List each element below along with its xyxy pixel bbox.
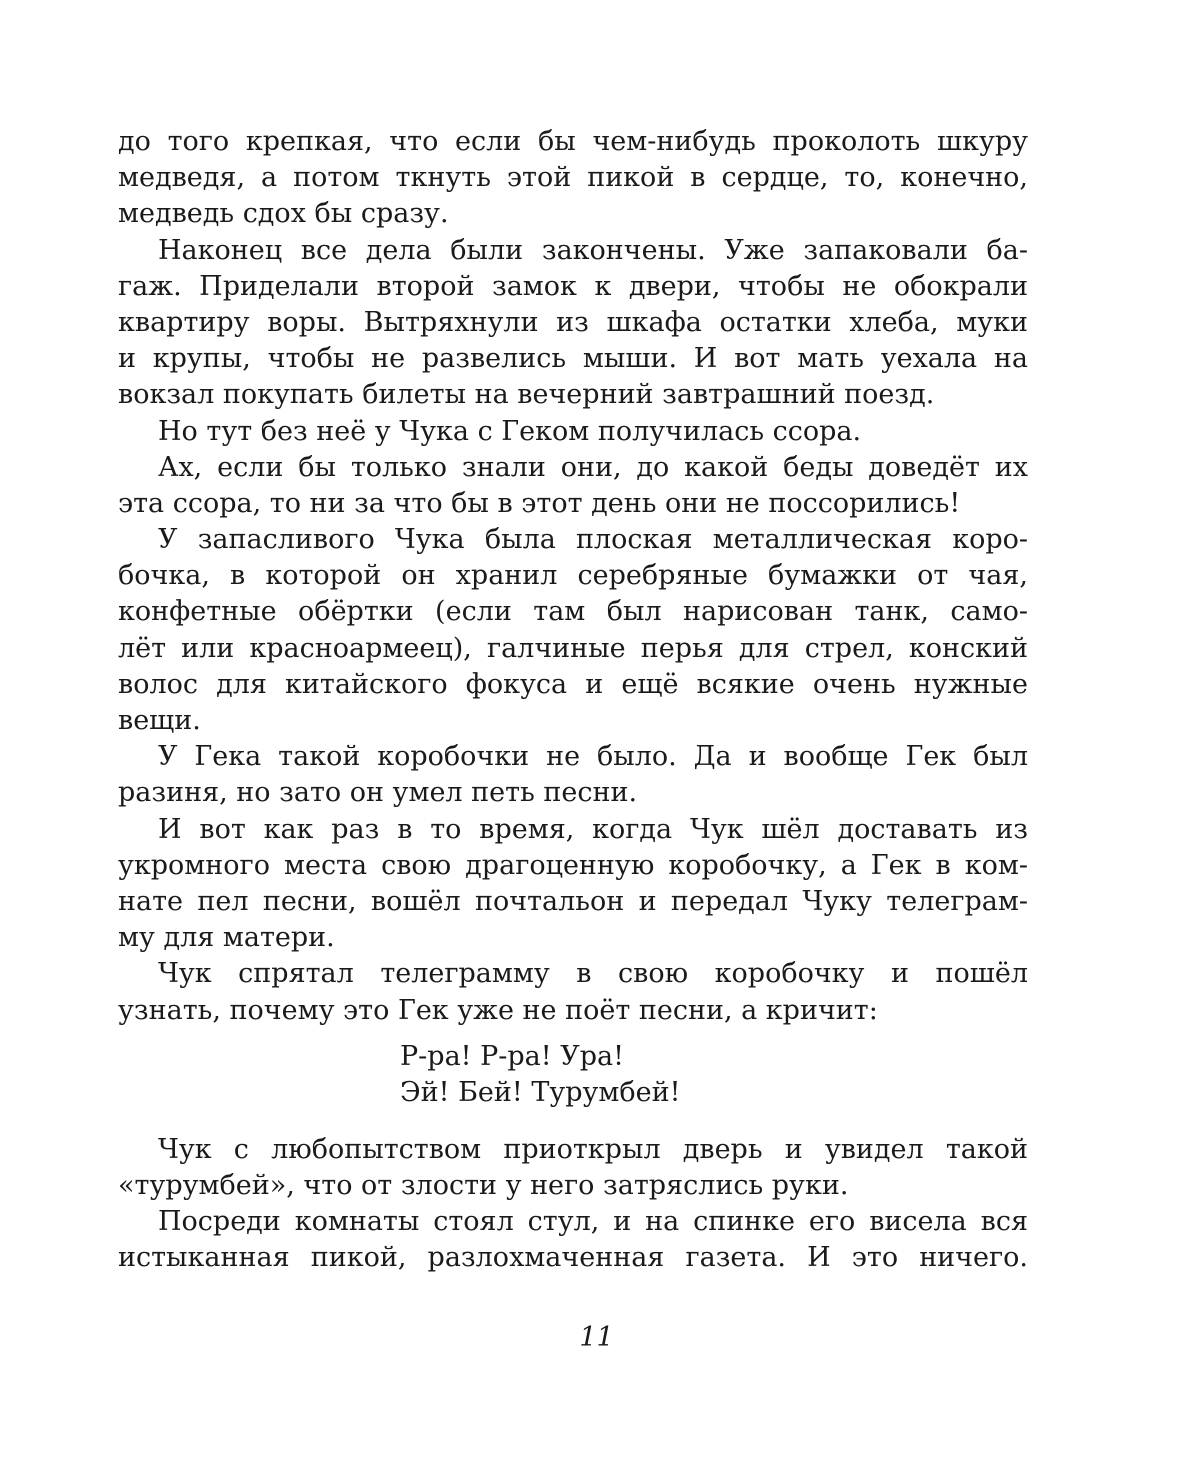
text-line: Ах, если бы только знали они, до какой беды доведёт их bbox=[158, 451, 1028, 483]
text-line: медведь сдох бы сразу. bbox=[118, 198, 449, 230]
text-line: Чук с любопытством приоткрыл дверь и увидел такой bbox=[158, 1133, 1028, 1165]
paragraph bbox=[118, 739, 1028, 811]
text-line: Чук спрятал телеграмму в свою коробочку и пошёл bbox=[158, 958, 1028, 990]
text-line: нате пел песни, вошёл почтальон и передал Чуку телеграм- bbox=[118, 885, 1028, 917]
verse-line: Эй! Бей! Турумбей! bbox=[400, 1077, 681, 1109]
text-line: гаж. Приделали второй замок к двери, чтобы не обокрали bbox=[118, 270, 1028, 302]
paragraph bbox=[118, 956, 1028, 1028]
text-line: узнать, почему это Гек уже не поёт песни, а кричит: bbox=[118, 994, 878, 1026]
text-line: вокзал покупать билеты на вечерний завтрашний поезд. bbox=[118, 379, 935, 411]
text-line: вещи. bbox=[118, 705, 201, 736]
text-line: до того крепкая, что если бы чем-нибудь проколоть шкуру bbox=[118, 126, 1028, 157]
text-line: У Гека такой коробочки не было. Да и вообще Гек был bbox=[158, 741, 1028, 773]
verse-line: Р-ра! Р-ра! Ура! bbox=[400, 1040, 624, 1072]
text-line: Наконец все дела были закончены. Уже запаковали ба- bbox=[158, 234, 1028, 266]
text-line: эта ссора, то ни за что бы в этот день они не поссорились! bbox=[118, 487, 961, 519]
text-line: конфетные обёртки (если там был нарисован танк, само- bbox=[118, 596, 1028, 628]
verse-block bbox=[118, 1039, 1028, 1112]
text-line: волос для китайского фокуса и ещё всякие очень нужные bbox=[118, 668, 1028, 700]
paragraph bbox=[118, 812, 1028, 957]
text-line: укромного места свою драгоценную коробочку, а Гек в ком- bbox=[118, 849, 1028, 881]
page-number: 11 bbox=[579, 1322, 614, 1353]
text-line: истыканная пикой, разлохмаченная газета. И это ничего. bbox=[118, 1242, 1028, 1274]
paragraph bbox=[118, 450, 1028, 522]
text-line: медведя, а потом ткнуть этой пикой в сердце, то, конечно, bbox=[118, 162, 1028, 194]
text-line: У запасливого Чука была плоская металлическая коро- bbox=[158, 524, 1028, 556]
text-line: и крупы, чтобы не развелись мыши. И вот мать уехала на bbox=[118, 343, 1028, 375]
paragraph bbox=[118, 1132, 1028, 1204]
text-line: «турумбей», что от злости у него затряслись руки. bbox=[118, 1169, 849, 1201]
text-line: бочка, в которой он хранил серебряные бумажки от чая, bbox=[118, 560, 1028, 592]
paragraph bbox=[118, 1204, 1028, 1276]
text-line: Посреди комнаты стоял стул, и на спинке его висела вся bbox=[158, 1206, 1028, 1238]
text-line: му для матери. bbox=[118, 922, 335, 954]
text-line: разиня, но зато он умел петь песни. bbox=[118, 777, 638, 809]
paragraph bbox=[118, 414, 1028, 450]
paragraph bbox=[118, 522, 1028, 739]
text-line: квартиру воры. Вытряхнули из шкафа остатки хлеба, муки bbox=[118, 306, 1028, 338]
text-line: лёт или красноармеец), галчиные перья для стрел, конский bbox=[118, 632, 1028, 664]
paragraph bbox=[118, 233, 1028, 414]
book-page-text bbox=[118, 124, 1028, 1276]
text-line: Но тут без неё у Чука с Геком получилась ссора. bbox=[158, 415, 862, 447]
paragraph bbox=[118, 124, 1028, 233]
text-line: И вот как раз в то время, когда Чук шёл доставать из bbox=[158, 813, 1028, 845]
